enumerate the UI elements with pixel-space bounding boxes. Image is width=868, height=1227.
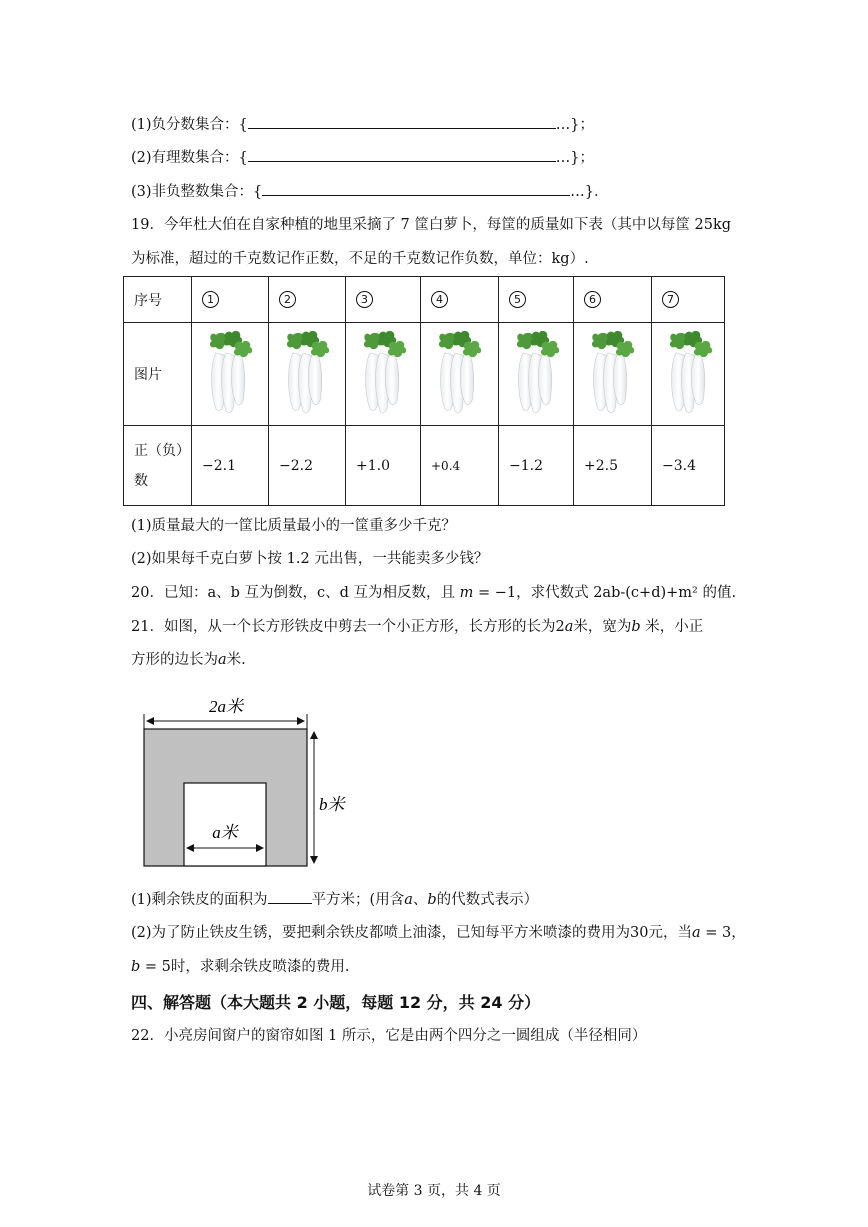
radish-image-cell bbox=[346, 323, 421, 426]
radish-image-cell bbox=[574, 323, 652, 426]
set-line-2 bbox=[131, 147, 594, 168]
value-cell: −2.2 bbox=[269, 426, 346, 506]
label-b: b米 bbox=[319, 795, 345, 814]
radish-image-cell bbox=[421, 323, 499, 426]
radish-image bbox=[509, 329, 563, 415]
label-a: a米 bbox=[212, 823, 238, 842]
index-number: 7 bbox=[662, 291, 679, 308]
answer-blank[interactable] bbox=[248, 114, 556, 129]
index-number: 5 bbox=[509, 291, 526, 308]
set-prefix: (2)有理数集合：{ bbox=[131, 150, 248, 166]
answer-blank[interactable] bbox=[248, 147, 556, 162]
q19-line2: 为标准，超过的千克数记作正数，不足的千克数记作负数，单位：kg）. bbox=[131, 251, 589, 267]
radish-image bbox=[584, 329, 638, 415]
value-cell: +0.4 bbox=[421, 426, 499, 506]
table-row bbox=[124, 277, 725, 323]
value-cell: −1.2 bbox=[499, 426, 574, 506]
set-prefix: (3)非负整数集合：{ bbox=[131, 184, 263, 200]
q19-line1: 19．今年杜大伯在自家种植的地里采摘了 7 筐白萝卜，每筐的质量如下表（其中以每筐 25kg bbox=[131, 217, 732, 233]
set-line-1 bbox=[131, 114, 594, 135]
q21-line1: 21．如图，从一个长方形铁皮中剪去一个小正方形，长方形的长为2a米，宽为b 米，小正 bbox=[131, 619, 704, 635]
index-number: 6 bbox=[584, 291, 601, 308]
q21-sub2-line2: b = 5时，求剩余铁皮喷漆的费用. bbox=[131, 959, 350, 975]
set-prefix: (1)负分数集合：{ bbox=[131, 117, 248, 133]
value-cell: −2.1 bbox=[192, 426, 269, 506]
radish-image-cell bbox=[269, 323, 346, 426]
radish-image bbox=[356, 329, 410, 415]
value-cell: +2.5 bbox=[574, 426, 652, 506]
q22-line: 22．小亮房间窗户的窗帘如图 1 所示，它是由两个四分之一圆组成（半径相同） bbox=[131, 1028, 647, 1044]
value-cell: −3.4 bbox=[652, 426, 725, 506]
table-row bbox=[124, 426, 725, 506]
set-suffix: …}； bbox=[555, 150, 594, 166]
answer-blank[interactable] bbox=[262, 181, 570, 196]
sheet-figure bbox=[138, 688, 368, 878]
q19-sub1: (1)质量最大的一筐比质量最小的一筐重多少千克？ bbox=[131, 518, 457, 534]
radish-image bbox=[431, 329, 485, 415]
row-label: 图片 bbox=[124, 323, 192, 426]
index-number: 3 bbox=[356, 291, 373, 308]
set-line-3 bbox=[131, 181, 609, 202]
q21-sub2-line1: (2)为了防止铁皮生锈，要把剩余铁皮都喷上油漆，已知每平方米喷漆的费用为30元，当a = 3， bbox=[131, 925, 746, 941]
radish-image bbox=[202, 329, 256, 415]
radish-image-cell bbox=[652, 323, 725, 426]
page-footer: 试卷第 3 页，共 4 页 bbox=[367, 1183, 501, 1199]
radish-image-cell bbox=[192, 323, 269, 426]
value-cell: +1.0 bbox=[346, 426, 421, 506]
row-label: 正（负） 数 bbox=[124, 426, 192, 506]
set-suffix: …}； bbox=[555, 117, 594, 133]
row-label: 序号 bbox=[124, 277, 192, 323]
answer-blank[interactable] bbox=[268, 889, 312, 904]
set-suffix: …}． bbox=[570, 184, 609, 200]
radish-table bbox=[123, 276, 725, 506]
q21-line2: 方形的边长为a米. bbox=[131, 652, 246, 668]
radish-image bbox=[662, 329, 716, 415]
radish-image bbox=[279, 329, 333, 415]
q19-sub2: (2)如果每千克白萝卜按 1.2 元出售，一共能卖多少钱？ bbox=[131, 551, 489, 567]
index-number: 2 bbox=[279, 291, 296, 308]
index-number: 4 bbox=[431, 291, 448, 308]
q21-sub1: (1)剩余铁皮的面积为 平方米；(用含a、b的代数式表示） bbox=[131, 889, 538, 910]
q20-line: 20．已知：a、b 互为倒数，c、d 互为相反数，且 m = −1，求代数式 2ab-(c+d)+m² 的值. bbox=[131, 585, 737, 601]
radish-image-cell bbox=[499, 323, 574, 426]
table-row bbox=[124, 323, 725, 426]
index-number: 1 bbox=[202, 291, 219, 308]
label-2a: 2a米 bbox=[209, 697, 243, 716]
section-heading: 四、解答题（本大题共 2 小题，每题 12 分，共 24 分） bbox=[131, 993, 541, 1012]
